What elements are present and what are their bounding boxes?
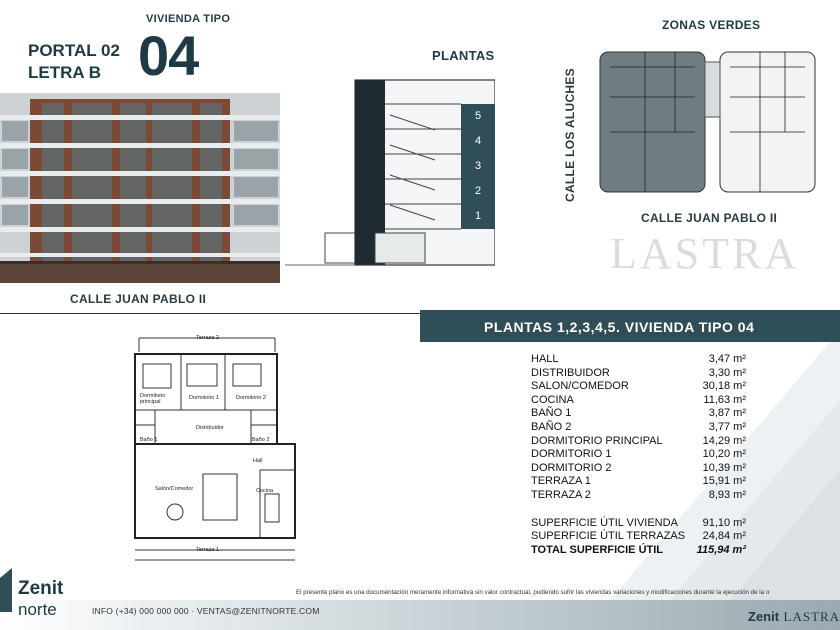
floor-label: 5: [474, 110, 482, 122]
brand-zenit: Zenit: [18, 578, 64, 599]
plan-label-bano2: Baño 2: [252, 437, 270, 443]
site-plan: [595, 42, 820, 202]
floor-plan: [125, 330, 310, 570]
plan-label-hall: Hall: [253, 458, 263, 464]
plan-label-distribuidor: Distribuidor: [196, 425, 224, 431]
plan-label-terraza1: Terraza 1: [196, 547, 219, 553]
plan-label-salon: Salón/Comedor: [155, 486, 194, 492]
brand-norte: norte: [18, 600, 57, 619]
plan-label-dorm1: Dormitorio 1: [189, 395, 219, 401]
calle-juan-pablo-left: CALLE JUAN PABLO II: [70, 292, 207, 306]
contact-info: INFO (+34) 000 000 000 · VENTAS@ZENITNORTE.COM: [92, 606, 320, 616]
area-row: BAÑO 2 3,77 m²: [531, 420, 746, 433]
area-row: DORMITORIO PRINCIPAL 14,29 m²: [531, 434, 746, 447]
floor-label: 4: [474, 135, 482, 147]
area-row: DORMITORIO 2 10,39 m²: [531, 461, 746, 474]
brand-right-lastra: LASTRA: [783, 609, 840, 624]
plan-label-dorm-principal: Dormitorio principal: [140, 393, 166, 405]
areas-table: [531, 353, 746, 557]
zonas-verdes-label: ZONAS VERDES: [662, 18, 761, 32]
zenit-logo-icon: [0, 568, 16, 612]
vivienda-tipo-label: VIVIENDA TIPO: [146, 13, 231, 25]
portal-label: PORTAL 02: [28, 41, 120, 60]
area-row: DISTRIBUIDOR 3,30 m²: [531, 366, 746, 379]
plan-label-dorm2: Dormitorio 2: [236, 395, 266, 401]
plantas-title-bar: [420, 310, 840, 342]
area-row: HALL 3,47 m²: [531, 353, 746, 365]
superficie-vivienda-row: SUPERFICIE ÚTIL VIVIENDA 91,10 m²: [531, 516, 746, 529]
unit-number: 04: [138, 24, 199, 87]
facade-render: [0, 93, 280, 283]
floor-label: 2: [474, 185, 482, 197]
area-row: COCINA 11,63 m²: [531, 393, 746, 406]
plantas-title: PLANTAS 1,2,3,4,5. VIVIENDA TIPO 04: [484, 319, 755, 335]
plan-label-bano1: Baño 1: [140, 437, 158, 443]
plan-label-cocina: Cocina: [256, 488, 274, 494]
area-row: BAÑO 1 3,87 m²: [531, 407, 746, 420]
calle-juan-pablo-right: CALLE JUAN PABLO II: [641, 211, 778, 225]
superficie-terrazas-row: SUPERFICIE ÚTIL TERRAZAS 24,84 m²: [531, 530, 746, 543]
floor-label: 3: [474, 160, 482, 172]
floor-label: 1: [474, 210, 482, 222]
floor-labels: [461, 104, 495, 229]
section-divider: [0, 313, 424, 314]
calle-los-aluches-label: CALLE LOS ALUCHES: [563, 68, 577, 202]
area-row: SALON/COMEDOR 30,18 m²: [531, 380, 746, 393]
plan-label-terraza2: Terraza 2: [196, 335, 219, 341]
disclaimer-text: El presente plano es una documentación meramente informativa sin valor contractual, pudiendo sufrir las viviendas variaciones y modificaciones durante la ejecución de la o: [296, 589, 770, 596]
brand-right: [748, 608, 840, 626]
area-row: TERRAZA 1 15,91 m²: [531, 475, 746, 488]
plantas-label: PLANTAS: [432, 48, 495, 63]
total-superficie-row: TOTAL SUPERFICIE ÚTIL 115,94 m²: [531, 543, 746, 556]
letra-label: LETRA B: [28, 63, 102, 82]
brand-right-zenit: Zenit: [748, 609, 780, 624]
area-row: DORMITORIO 1 10,20 m²: [531, 448, 746, 461]
area-row: TERRAZA 2 8,93 m²: [531, 488, 746, 501]
lastra-watermark: LASTRA: [610, 229, 800, 278]
